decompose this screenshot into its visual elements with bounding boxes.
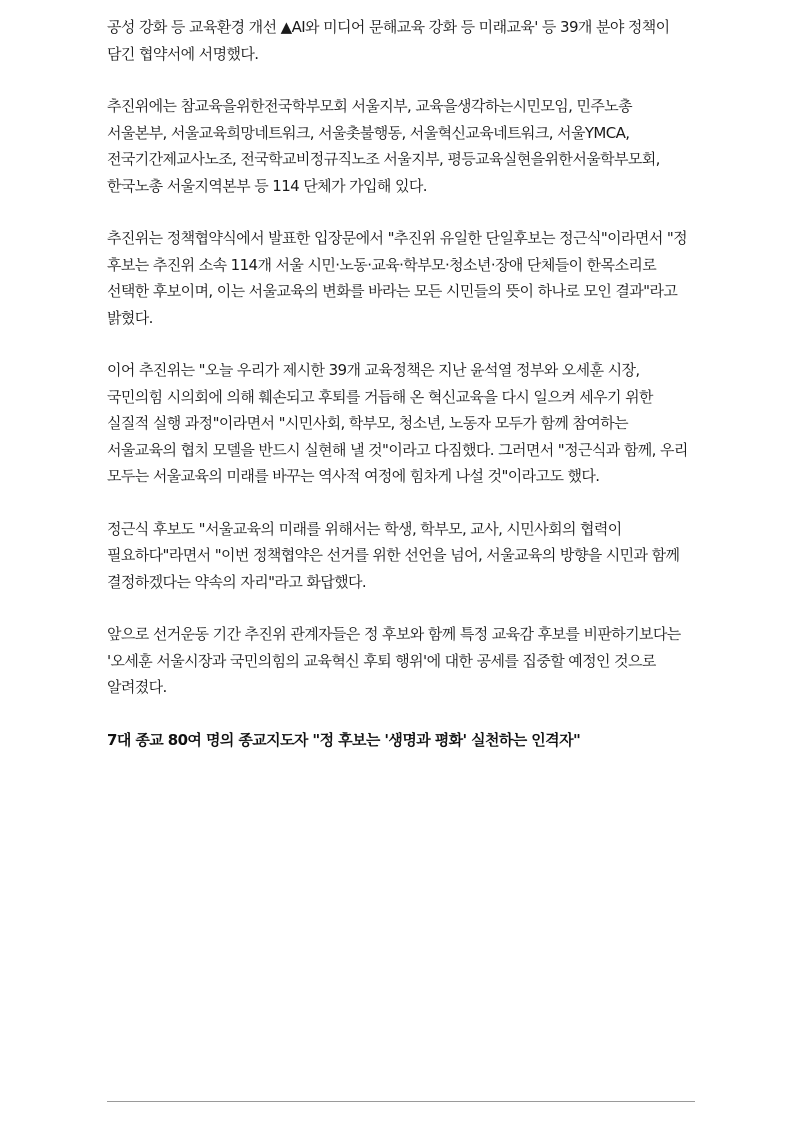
paragraph-agreement: 공성 강화 등 교육환경 개선 ▲AI와 미디어 문해교육 강화 등 미래교육' 등 39개 분야 정책이 담긴 협약서에 서명했다.: [107, 18, 670, 63]
paragraph-statement: 추진위는 정책협약식에서 발표한 입장문에서 "추진위 유일한 단일후보는 정근식"이라면서 "정 후보는 추진위 소속 114개 서울 시민·노동·교육·학부모·청소년·장애 단체들이 한목소리로 선택한 후보이며, 이는 서울교육의 변화를 바라는 모든 시민들의 뜻이 하나로 모인 결과"라고 밝혔다.: [107, 229, 688, 327]
paragraph-campaign-plan: 앞으로 선거운동 기간 추진위 관계자들은 정 후보와 함께 특정 교육감 후보를 비판하기보다는 '오세훈 서울시장과 국민의힘의 교육혁신 후퇴 행위'에 대한 공세를 집중할 예정인 것으로 알려졌다.: [107, 625, 681, 696]
article-body: [107, 14, 695, 753]
paragraph-policy-pledge: 이어 추진위는 "오늘 우리가 제시한 39개 교육정책은 지난 윤석열 정부와 오세훈 시장, 국민의힘 시의회에 의해 훼손되고 후퇴를 거듭해 온 혁신교육을 다시 일으켜 세우기 위한 실질적 실행 과정"이라면서 "시민사회, 학부모, 청소년, 노동자 모두가 함께 참여하는 서울교육의 협치 모델을 반드시 실현해 낼 것"이라고 다짐했다. 그러면서 "정근식과 함께, 우리 모두는 서울교육의 미래를 바꾸는 역사적 여정에 힘차게 나설 것"이라고도 했다.: [107, 361, 688, 485]
paragraph-member-groups: 추진위에는 참교육을위한전국학부모회 서울지부, 교육을생각하는시민모임, 민주노총 서울본부, 서울교육희망네트워크, 서울촛불행동, 서울혁신교육네트워크, 서울YMCA, 전국기간제교사노조, 전국학교비정규직노조 서울지부, 평등교육실현을위한서울학부모회, 한국노총 서울지역본부 등 114 단체가 가입해 있다.: [107, 97, 660, 195]
footer-divider: [107, 1101, 695, 1102]
section-subheading: 7대 종교 80여 명의 종교지도자 "정 후보는 '생명과 평화' 실천하는 인격자": [107, 730, 581, 749]
paragraph-candidate-response: 정근식 후보도 "서울교육의 미래를 위해서는 학생, 학부모, 교사, 시민사회의 협력이 필요하다"라면서 "이번 정책협약은 선거를 위한 선언을 넘어, 서울교육의 방향을 시민과 함께 결정하겠다는 약속의 자리"라고 화답했다.: [107, 519, 680, 591]
